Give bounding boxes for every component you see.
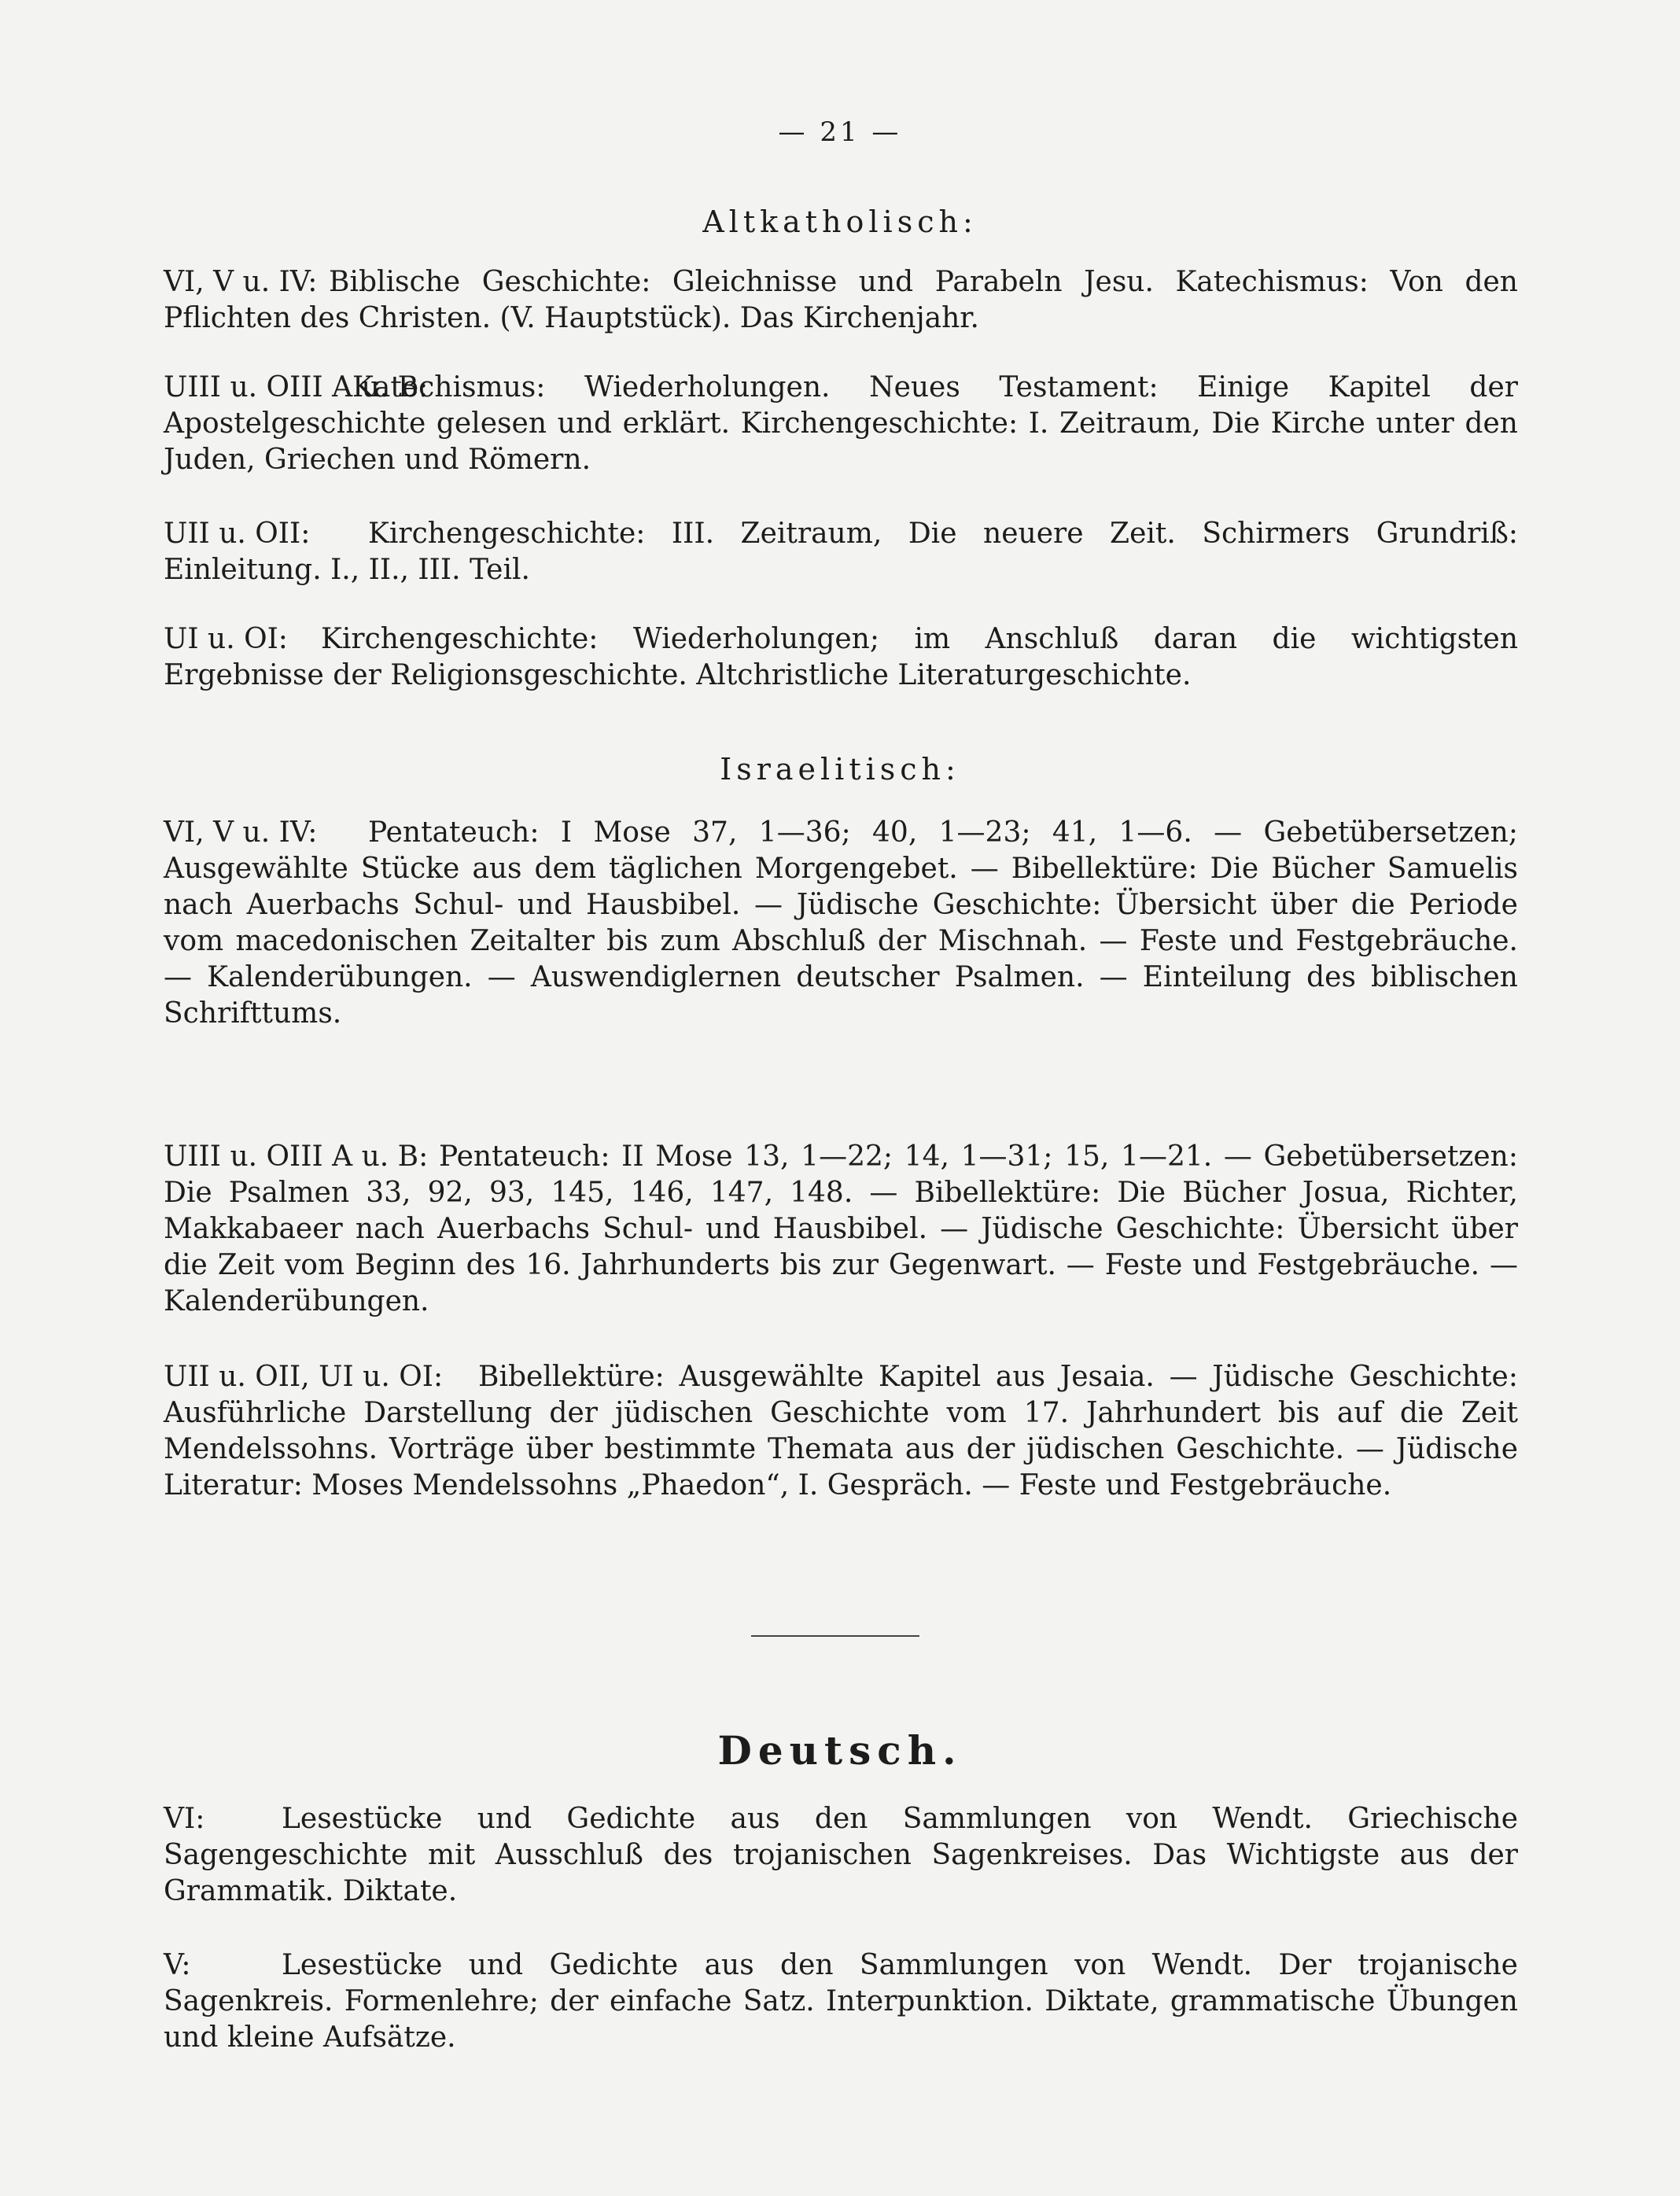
entry-altkath-uiii-oiii: [164, 370, 1518, 478]
entry-text: Lesestücke und Gedichte aus den Sammlungen von Wendt. Der trojanische Sagenkreis. Formenlehre; der einfache Satz. Interpunktion. Diktate, grammatische Übungen und kleine Aufsätze.: [164, 1949, 1518, 2054]
entry-label: UI u. OI:: [164, 623, 288, 655]
entry-text: Kirchengeschichte: III. Zeitraum, Die neuere Zeit. Schirmers Grundriß: Einleitung. I., II., III. Teil.: [164, 518, 1518, 586]
entry-label: VI, V u. IV:: [164, 266, 318, 298]
entry-altkath-vi-v-iv: [164, 264, 1518, 337]
entry-label: UII u. OII, UI u. OI:: [164, 1361, 444, 1393]
entry-israel-uii-oii-ui-oi: [164, 1359, 1518, 1504]
entry-altkath-ui-oi: [164, 621, 1518, 694]
page-number: — 21 —: [778, 116, 902, 148]
section-divider: [751, 1635, 919, 1637]
entry-deutsch-v: [164, 1947, 1518, 2056]
entry-label: UIII u. OIII A u. B:: [164, 1140, 429, 1173]
entry-text: Bibellektüre: Ausgewählte Kapitel aus Jesaia. — Jüdische Geschichte: Ausführliche Darstellung der jüdischen Geschichte vom 17. Jahrhundert bis auf die Zeit Mendelssohns. Vorträge über bestimmte Themata aus der jüdischen Geschichte. — Jüdische Literatur: Moses Mendelssohns „Phaedon“, I. Gespräch. — Feste und Festgebräuche.: [164, 1361, 1518, 1501]
entry-label: UIII u. OIII A u. B:: [164, 371, 429, 403]
entry-text: Pentateuch: II Mose 13, 1—22; 14, 1—31; 15, 1—21. — Gebetübersetzen: Die Psalmen 33, 92, 93, 145, 146, 147, 148. — Bibellektüre: Die Bücher Josua, Richter, Makkabaeer nach Auerbachs Schul- und Hausbibel. — Jüdische Geschichte: Übersicht über die Zeit vom Beginn des 16. Jahrhunderts bis zur Gegenwart. — Feste und Festgebräuche. — Kalenderübungen.: [164, 1140, 1518, 1317]
section-heading-deutsch: Deutsch.: [717, 1727, 963, 1774]
section-heading-altkatholisch: Altkatholisch:: [702, 204, 978, 239]
entry-text: Lesestücke und Gedichte aus den Sammlungen von Wendt. Griechische Sagengeschichte mit Ausschluß des trojanischen Sagenkreises. Das Wichtigste aus der Grammatik. Diktate.: [164, 1803, 1518, 1907]
entry-text: Pentateuch: I Mose 37, 1—36; 40, 1—23; 41, 1—6. — Gebetübersetzen; Ausgewählte Stücke aus dem täglichen Morgengebet. — Bibellektüre: Die Bücher Samuelis nach Auerbachs Schul- und Hausbibel. — Jüdische Geschichte: Übersicht über die Periode vom macedonischen Zeitalter bis zum Abschluß der Mischnah. — Feste und Festgebräuche. — Kalenderübungen. — Auswendiglernen deutscher Psalmen. — Einteilung des biblischen Schrifttums.: [164, 816, 1518, 1030]
entry-label: V:: [164, 1949, 191, 1981]
entry-label: VI, V u. IV:: [164, 816, 318, 849]
section-heading-israelitisch: Israelitisch:: [720, 752, 960, 787]
entry-text: Biblische Geschichte: Gleichnisse und Parabeln Jesu. Katechismus: Von den Pflichten des Christen. (V. Hauptstück). Das Kirchenjahr.: [164, 266, 1518, 334]
entry-altkath-uii-oii: [164, 516, 1518, 588]
entry-deutsch-vi: [164, 1801, 1518, 1910]
entry-text: Katechismus: Wiederholungen. Neues Testament: Einige Kapitel der Apostelgeschichte gelesen und erklärt. Kirchengeschichte: I. Zeitraum, Die Kirche unter den Juden, Griechen und Römern.: [164, 371, 1518, 476]
entry-label: VI:: [164, 1803, 205, 1835]
entry-israel-vi-v-iv: [164, 815, 1518, 1032]
entry-text: Kirchengeschichte: Wiederholungen; im Anschluß daran die wichtigsten Ergebnisse der Religionsgeschichte. Altchristliche Literaturgeschichte.: [164, 623, 1518, 691]
entry-israel-uiii-oiii: [164, 1139, 1518, 1320]
entry-label: UII u. OII:: [164, 518, 311, 550]
